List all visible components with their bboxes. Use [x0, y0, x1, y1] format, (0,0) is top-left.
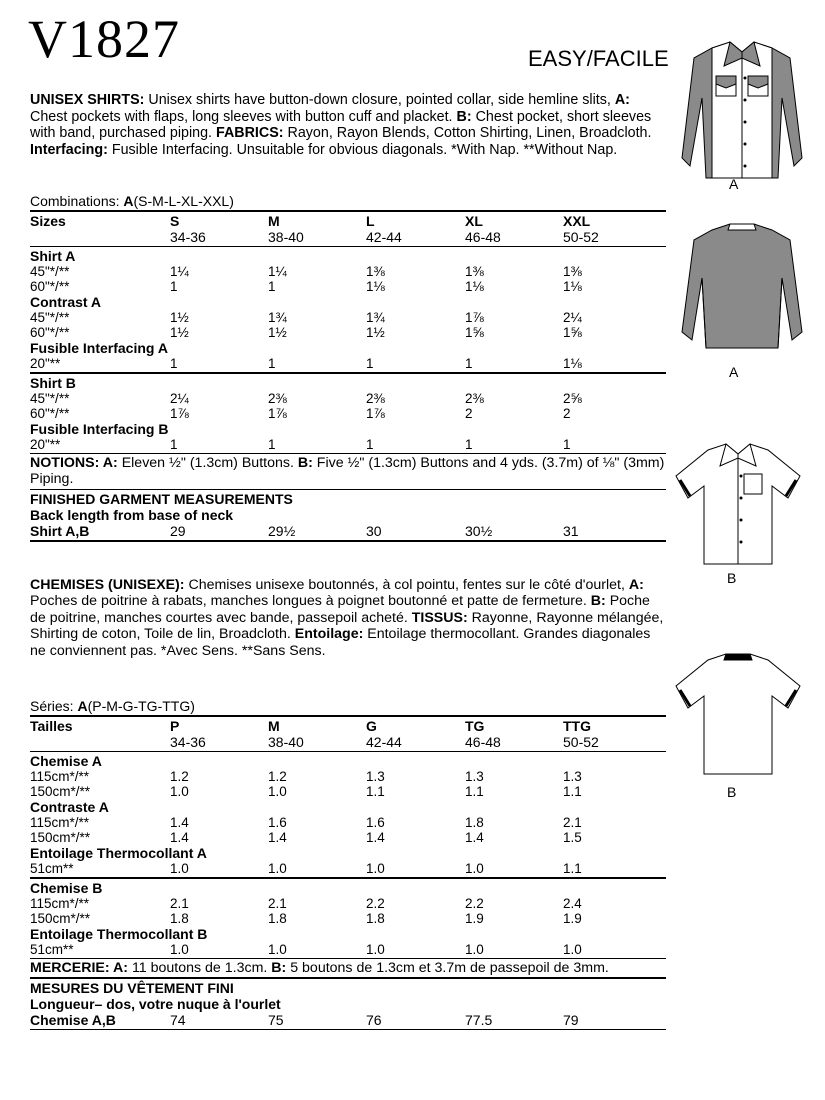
table-row [30, 896, 666, 911]
table-row [30, 861, 666, 876]
sizes-header-row [30, 718, 666, 734]
size-range: 50-52 [563, 228, 599, 245]
table-cell: 2¼ [170, 390, 189, 406]
group-title-row [30, 294, 666, 310]
table-cell: 1 [465, 356, 473, 371]
size-range: 38-40 [268, 733, 304, 750]
table-row [30, 391, 666, 406]
group-title: Fusible Interfacing B [30, 420, 169, 437]
table-rule [30, 372, 666, 374]
desc-text: Entoilage thermocollant. Grandes diagonales ne conviennent pas. *Avec Sens. **Sans Sens. [30, 626, 651, 659]
table-cell: 1.0 [366, 861, 385, 876]
sizes-label: Sizes [30, 212, 66, 229]
table-row [30, 325, 666, 340]
table-rule [30, 958, 666, 960]
desc-bold-term: B: [456, 108, 472, 125]
desc-bold-term: UNISEX SHIRTS: [30, 92, 145, 108]
table-cell: 1.4 [366, 830, 385, 845]
fabric-width: 60"*/** [30, 279, 70, 294]
table-cell: 1⅝ [465, 325, 484, 340]
table-row [30, 437, 666, 452]
group-title: Contraste A [30, 799, 109, 815]
table-cell: 1.0 [366, 941, 385, 957]
fabric-width: 150cm*/** [30, 784, 91, 799]
back-length-label: Longueur– dos, votre nuque à l'ourlet [30, 995, 281, 1012]
desc-text: Rayon, Rayon Blends, Cotton Shirting, Linen, Broadcloth. [283, 125, 652, 142]
table-cell: 1.0 [465, 941, 484, 957]
table-cell: 1.1 [563, 784, 582, 799]
table-cell: 1 [170, 436, 178, 452]
table-cell: 1.0 [170, 784, 189, 799]
desc-bold-term: Interfacing: [30, 141, 108, 158]
table-cell: 1.1 [465, 784, 484, 799]
table-cell: 2.2 [366, 895, 385, 911]
table-cell: 1.0 [170, 941, 189, 957]
table-row [30, 815, 666, 830]
notions-text [30, 960, 666, 976]
table-rule [30, 977, 666, 979]
table-row [30, 830, 666, 845]
size-range: 46-48 [465, 733, 501, 750]
table-cell: 29 [170, 523, 186, 540]
table-cell: 1 [366, 356, 374, 371]
table-cell: 77.5 [465, 1011, 493, 1028]
yardage-table-fr [30, 698, 666, 1031]
illustration-label: B [727, 784, 737, 800]
table-cell: 1 [170, 356, 178, 371]
fabric-width: 115cm*/** [30, 895, 90, 911]
table-cell: 1⅞ [366, 405, 385, 421]
back-length-label-row [30, 507, 666, 523]
illustration-label: A [729, 364, 739, 380]
sizes-header-row [30, 213, 666, 229]
shirt-a-front-illustration [672, 38, 812, 188]
group-title-row [30, 926, 666, 942]
back-length-row-label: Chemise A,B [30, 1011, 116, 1028]
table-cell: 2.1 [563, 815, 582, 830]
group-title-row [30, 421, 666, 437]
back-length-label-row [30, 996, 666, 1012]
table-cell: 1.8 [268, 910, 287, 926]
table-rule [30, 715, 666, 717]
fabric-width: 45"*/** [30, 390, 70, 406]
yardage-table-en [30, 193, 666, 543]
table-cell: 1⅛ [465, 279, 484, 294]
table-cell: 1.3 [563, 769, 582, 784]
table-cell: 1⅛ [563, 356, 582, 371]
size-range-row [30, 229, 666, 245]
table-cell: 1.9 [563, 910, 582, 926]
table-cell: 1⅜ [465, 264, 484, 279]
illustration-label: A [729, 176, 739, 192]
difficulty-label: EASY/FACILE [528, 46, 669, 71]
table-cell: 1¼ [268, 264, 287, 279]
table-cell: 2.4 [563, 895, 582, 911]
notions-plain: Five ½" (1.3cm) Buttons and 4 yds. (3.7m) of ⅛" (3mm) Piping. [30, 455, 665, 488]
finished-title: FINISHED GARMENT MEASUREMENTS [30, 491, 293, 508]
desc-text: Poche de poitrine, manches courtes avec bande, passepoil acheté. [30, 593, 650, 626]
table-cell: 1.0 [170, 861, 189, 876]
desc-bold-term: A: [614, 92, 630, 108]
size-range: 42-44 [366, 733, 402, 750]
back-length-row-label: Shirt A,B [30, 523, 90, 540]
size-code: TTG [563, 717, 591, 734]
table-cell: 1½ [170, 325, 189, 340]
illustration-label: B [727, 570, 737, 586]
notions-bold: B: [271, 960, 287, 976]
table-cell: 1¾ [268, 310, 287, 325]
combinations-row [30, 698, 666, 714]
desc-bold-term: CHEMISES (UNISEXE): [30, 577, 185, 593]
group-title-row [30, 375, 666, 391]
group-title: Chemise A [30, 753, 102, 769]
table-row [30, 406, 666, 421]
table-cell: 1.3 [465, 769, 484, 784]
back-length-row [30, 1012, 666, 1028]
size-code: G [366, 717, 377, 734]
size-code: XXL [563, 212, 591, 229]
table-rule [30, 877, 666, 879]
table-cell: 1.8 [366, 910, 385, 926]
table-cell: 2 [563, 405, 571, 421]
table-cell: 2 [465, 405, 473, 421]
fabric-width: 20"** [30, 436, 61, 452]
size-code: TG [465, 717, 485, 734]
desc-bold-term: Entoilage: [294, 626, 364, 643]
table-cell: 1.9 [465, 910, 484, 926]
group-title: Fusible Interfacing A [30, 340, 168, 356]
table-cell: 1 [268, 356, 276, 371]
table-cell: 1.0 [563, 941, 582, 957]
desc-bold-term: FABRICS: [216, 125, 284, 142]
size-code: L [366, 212, 375, 229]
table-row [30, 264, 666, 279]
group-title: Entoilage Thermocollant B [30, 925, 208, 942]
group-title-row [30, 799, 666, 815]
shirt-b-back-illustration [668, 650, 808, 780]
table-cell: 1¼ [170, 264, 189, 279]
table-cell: 76 [366, 1011, 382, 1028]
group-title-row [30, 753, 666, 769]
desc-text: Fusible Interfacing. Unsuitable for obvious diagonals. *With Nap. **Without Nap. [107, 141, 618, 158]
table-cell: 1.0 [268, 784, 287, 799]
size-code: M [268, 212, 280, 229]
table-cell: 29½ [268, 523, 296, 540]
size-range: 34-36 [170, 228, 206, 245]
table-cell: 2¼ [563, 310, 582, 325]
size-range: 34-36 [170, 733, 206, 750]
notions-bold: MERCERIE: A: [30, 960, 128, 976]
desc-bold-term: B: [590, 593, 606, 610]
table-cell: 1.5 [563, 830, 582, 845]
table-row [30, 356, 666, 371]
fabric-width: 60"*/** [30, 325, 70, 340]
size-code: M [268, 717, 280, 734]
combinations-label [30, 698, 195, 714]
table-cell: 31 [563, 523, 579, 540]
table-row [30, 942, 666, 957]
fabric-width: 60"*/** [30, 405, 70, 421]
table-cell: 2.1 [268, 895, 287, 911]
table-cell: 1.6 [366, 815, 385, 830]
group-title: Entoilage Thermocollant A [30, 845, 207, 861]
table-cell: 30 [366, 523, 382, 540]
table-cell: 1.4 [268, 830, 287, 845]
finished-title-row [30, 980, 666, 996]
back-length-row [30, 523, 666, 539]
combinations-row [30, 193, 666, 209]
table-cell: 1.0 [268, 941, 287, 957]
table-cell: 1.0 [465, 861, 484, 876]
group-title-row [30, 880, 666, 896]
size-code: S [170, 212, 180, 229]
group-title: Shirt A [30, 248, 76, 264]
fabric-width: 150cm*/** [30, 910, 91, 926]
notions-text [30, 455, 666, 488]
size-range: 38-40 [268, 228, 304, 245]
fabric-width: 20"** [30, 356, 61, 371]
finished-title: MESURES DU VÊTEMENT FINI [30, 979, 234, 996]
group-title-row [30, 248, 666, 264]
table-cell: 1 [268, 279, 276, 294]
table-cell: 1.6 [268, 815, 287, 830]
table-rule [30, 453, 666, 455]
table-cell: 1⅞ [170, 405, 189, 421]
size-code: XL [465, 212, 483, 229]
table-row [30, 279, 666, 294]
fabric-width: 115cm*/** [30, 769, 90, 784]
table-rule [30, 246, 666, 248]
table-cell: 2.2 [465, 895, 484, 911]
desc-bold-term: A: [628, 577, 644, 593]
table-row [30, 784, 666, 799]
table-cell: 1.2 [170, 769, 189, 784]
notions-bold: NOTIONS: A: [30, 455, 118, 471]
table-cell: 1.4 [170, 815, 189, 830]
table-cell: 1⅞ [268, 405, 287, 421]
table-cell: 1⅛ [563, 279, 582, 294]
combinations-label [30, 193, 234, 209]
table-rule [30, 540, 666, 542]
size-range: 42-44 [366, 228, 402, 245]
table-cell: 1.4 [170, 830, 189, 845]
description-fr [30, 577, 666, 659]
desc-text: Chemises unisexe boutonnés, à col pointu, fentes sur le côté d'ourlet, [184, 577, 629, 593]
table-cell: 1½ [170, 310, 189, 325]
table-cell: 1⅛ [366, 279, 385, 294]
combinations-prefix: Séries: [30, 698, 78, 714]
sizes-label: Tailles [30, 717, 73, 734]
table-cell: 2.1 [170, 895, 189, 911]
table-cell: 79 [563, 1011, 579, 1028]
desc-text: Rayonne, Rayonne mélangée, Shirting de coton, Toile de lin, Broadcloth. [30, 609, 664, 643]
group-title: Chemise B [30, 879, 103, 896]
table-cell: 1.8 [465, 815, 484, 830]
fabric-width: 150cm*/** [30, 830, 91, 845]
table-cell: 1¾ [366, 310, 385, 325]
table-cell: 1⅞ [465, 310, 484, 325]
table-cell: 1 [465, 436, 473, 452]
desc-text: Chest pockets with flaps, long sleeves with button cuff and placket. [30, 108, 457, 125]
combinations-view: A [77, 698, 88, 714]
table-row [30, 911, 666, 926]
notions-plain: 5 boutons de 1.3cm et 3.7m de passepoil de 3mm. [286, 960, 609, 976]
fabric-width: 45"*/** [30, 310, 70, 325]
table-cell: 2⅜ [268, 390, 287, 406]
combinations-sizes: (S-M-L-XL-XXL) [133, 193, 234, 209]
table-cell: 1.8 [170, 910, 189, 926]
table-cell: 1.4 [465, 830, 484, 845]
notions-bold: B: [297, 455, 313, 471]
table-row [30, 310, 666, 325]
table-cell: 1.0 [268, 861, 287, 876]
desc-text: Chest pocket, short sleeves with band, purchased piping. [30, 108, 652, 142]
table-cell: 1 [563, 436, 571, 452]
notions-plain: 11 boutons de 1.3cm. [128, 960, 272, 976]
desc-bold-term: TISSUS: [411, 609, 468, 626]
table-cell: 1⅝ [563, 325, 582, 340]
shirt-b-front-illustration [668, 440, 808, 570]
table-rule [30, 489, 666, 491]
group-title: Shirt B [30, 374, 76, 391]
table-cell: 2⅜ [465, 390, 484, 406]
shirt-a-back-illustration [672, 220, 812, 355]
table-row [30, 769, 666, 784]
group-title-row [30, 340, 666, 356]
size-range: 46-48 [465, 228, 501, 245]
fabric-width: 51cm** [30, 941, 74, 957]
table-cell: 75 [268, 1011, 284, 1028]
fabric-width: 51cm** [30, 861, 74, 876]
table-cell: 1⅜ [366, 264, 385, 279]
combinations-view: A [123, 193, 134, 209]
group-title-row [30, 845, 666, 861]
table-cell: 1 [170, 279, 178, 294]
combinations-prefix: Combinations: [30, 193, 124, 209]
table-cell: 1⅜ [563, 264, 582, 279]
finished-title-row [30, 491, 666, 507]
pattern-number: V1827 [28, 9, 180, 69]
description-en [30, 92, 652, 158]
table-cell: 1.1 [366, 784, 385, 799]
desc-text: Poches de poitrine à rabats, manches longues à poignet boutonné et patte de fermeture. [30, 593, 591, 610]
size-code: P [170, 717, 180, 734]
table-cell: 30½ [465, 523, 493, 540]
fabric-width: 45"*/** [30, 264, 70, 279]
table-cell: 74 [170, 1011, 186, 1028]
table-cell: 1.3 [366, 769, 385, 784]
table-rule [30, 751, 666, 753]
table-cell: 1.1 [563, 861, 582, 876]
table-rule [30, 1029, 666, 1031]
size-range: 50-52 [563, 733, 599, 750]
table-cell: 2⅝ [563, 390, 582, 406]
back-length-label: Back length from base of neck [30, 507, 234, 524]
notions-plain: Eleven ½" (1.3cm) Buttons. [117, 455, 298, 471]
desc-text: Unisex shirts have button-down closure, pointed collar, side hemline slits, [144, 92, 615, 108]
table-cell: 1 [366, 436, 374, 452]
table-cell: 1.2 [268, 769, 287, 784]
size-range-row [30, 734, 666, 750]
table-cell: 1½ [268, 325, 287, 340]
table-cell: 1 [268, 436, 276, 452]
combinations-sizes: (P-M-G-TG-TTG) [87, 698, 195, 714]
fabric-width: 115cm*/** [30, 815, 90, 830]
group-title: Contrast A [30, 294, 102, 310]
table-rule [30, 210, 666, 212]
table-cell: 2⅜ [366, 390, 385, 406]
table-cell: 1½ [366, 325, 385, 340]
